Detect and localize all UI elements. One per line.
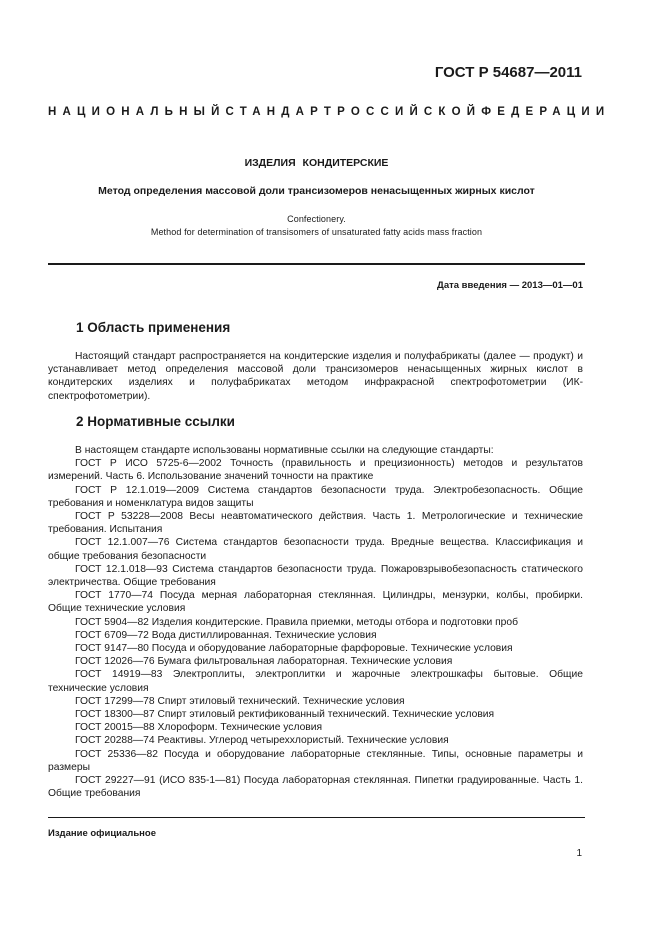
standard-word-1: НАЦИОНАЛЬНЫЙ	[48, 106, 226, 118]
english-title-line-1: Confectionery.	[287, 214, 346, 224]
section-2-body	[48, 444, 583, 800]
reference-paragraph: ГОСТ 5904—82 Изделия кондитерские. Правила приемки, методы отбора и подготовки проб	[75, 616, 519, 628]
page-number: 1	[576, 848, 582, 859]
reference-paragraph: ГОСТ 12026—76 Бумага фильтровальная лабораторная. Технические условия	[75, 656, 453, 668]
reference-paragraph: ГОСТ Р 12.1.019—2009 Система стандартов безопасности труда. Электробезопасность. Общие требования и номенклатура видов защиты	[48, 484, 583, 509]
english-title-line-2: Method for determination of transisomers of unsaturated fatty acids mass fraction	[150, 227, 483, 237]
reference-paragraph: ГОСТ 14919—83 Электроплиты, электроплитки и жарочные электрошкафы бытовые. Общие технические условия	[48, 669, 583, 694]
reference-paragraph: В настоящем стандарте использованы нормативные ссылки на следующие стандарты:	[75, 445, 494, 456]
title-divider	[48, 263, 585, 265]
english-title	[48, 213, 585, 239]
product-title: ИЗДЕЛИЯ КОНДИТЕРСКИЕ	[244, 157, 389, 169]
standard-word-2: СТАНДАРТ	[225, 106, 338, 118]
method-title: Метод определения массовой доли трансизомеров ненасыщенных жирных кислот	[98, 185, 535, 197]
standard-word-3: РОССИЙСКОЙ	[337, 106, 482, 118]
reference-paragraph: ГОСТ Р 53228—2008 Весы неавтоматического действия. Часть 1. Метрологические и технические требования. Испытания	[48, 511, 583, 536]
section-1-text: Настоящий стандарт распространяется на кондитерские изделия и полуфабрикаты (далее — продукт) и устанавливает метод определения массовой доли трансизомеров ненасыщенных жирных кислот в кондитерских изделиях и полуфабрикатах методом инфракрасной спектрофотометрии (ИК-спектрофотометрии).	[48, 351, 583, 402]
standard-word-4: ФЕДЕРАЦИИ	[481, 106, 611, 118]
reference-paragraph: ГОСТ 29227—91 (ИСО 835-1—81) Посуда лабораторная стеклянная. Пипетки градуированные. Часть 1. Общие требования	[48, 775, 583, 800]
reference-paragraph: ГОСТ 12.1.007—76 Система стандартов безопасности труда. Вредные вещества. Классификация и общие требования безопасности	[48, 537, 583, 562]
reference-paragraph: ГОСТ 17299—78 Спирт этиловый технический. Технические условия	[75, 695, 405, 707]
footer-divider	[48, 817, 585, 818]
reference-paragraph: ГОСТ 20015—88 Хлороформ. Технические условия	[75, 722, 323, 734]
reference-paragraph: ГОСТ 12.1.018—93 Система стандартов безопасности труда. Пожаровзрывобезопасность статического электричества. Общие требования	[48, 563, 583, 589]
edition-label: Издание официальное	[48, 828, 156, 839]
introduction-date: Дата введения — 2013—01—01	[437, 280, 583, 291]
reference-paragraph: ГОСТ 1770—74 Посуда мерная лабораторная стеклянная. Цилиндры, мензурки, колбы, пробирки. Общие технические условия	[48, 590, 583, 615]
reference-paragraph: ГОСТ 6709—72 Вода дистиллированная. Технические условия	[75, 629, 377, 641]
reference-paragraph: ГОСТ 9147—80 Посуда и оборудование лабораторные фарфоровые. Технические условия	[75, 643, 513, 655]
document-code: ГОСТ Р 54687—2011	[434, 64, 582, 81]
reference-paragraph: ГОСТ 25336—82 Посуда и оборудование лабораторные стеклянные. Типы, основные параметры и размеры	[48, 748, 583, 773]
standard-header	[48, 106, 611, 118]
section-2-title: 2 Нормативные ссылки	[76, 414, 235, 429]
reference-paragraph: ГОСТ Р ИСО 5725-6—2002 Точность (правильность и прецизионность) методов и результатов измерений. Часть 6. Использование значений точности на практике	[48, 458, 583, 483]
section-1-title: 1 Область применения	[76, 320, 231, 335]
reference-paragraph: ГОСТ 18300—87 Спирт этиловый ректификованный технический. Технические условия	[75, 709, 495, 721]
reference-paragraph: ГОСТ 20288—74 Реактивы. Углерод четыреххлористый. Технические условия	[75, 735, 449, 747]
